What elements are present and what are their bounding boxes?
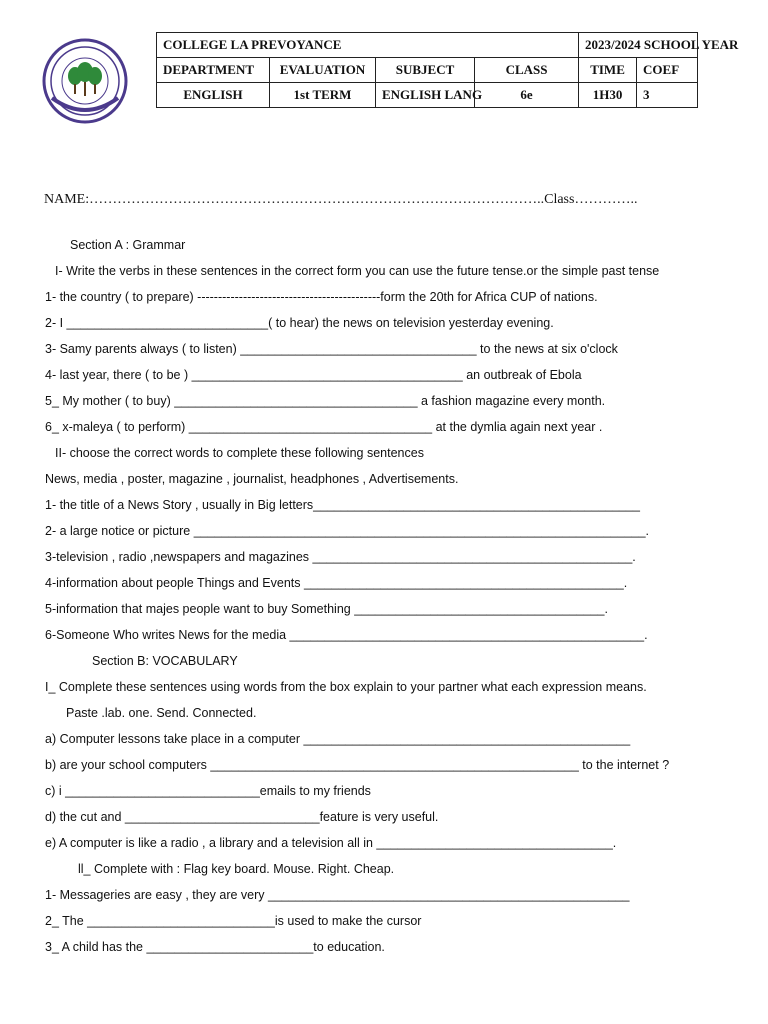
school-crest-logo-icon — [42, 38, 128, 124]
exercise-line: 6-Someone Who writes News for the media ___________________________________________________. — [45, 628, 648, 642]
exercise-4-instruction: ll_ Complete with : Flag key board. Mouse. Right. Cheap. — [78, 862, 395, 876]
exercise-3-instruction: I_ Complete these sentences using words from the box explain to your partner what each expression means. — [45, 680, 647, 694]
exercise-line: a) Computer lessons take place in a computer _______________________________________________ — [45, 732, 631, 746]
exercise-line: 2_ The ___________________________is used to make the cursor — [45, 914, 422, 928]
exercise-line: e) A computer is like a radio , a library and a television all in __________________________________. — [45, 836, 617, 850]
exercise-line: b) are your school computers _____________________________________________________ to the internet ? — [45, 758, 670, 772]
val-subject: ENGLISH LANG — [376, 83, 475, 108]
val-class: 6e — [475, 83, 579, 108]
school-name: COLLEGE LA PREVOYANCE — [157, 33, 579, 58]
exercise-line: 5_ My mother ( to buy) ___________________________________ a fashion magazine every month. — [45, 394, 606, 408]
exercise-line: d) the cut and ____________________________feature is very useful. — [45, 810, 439, 824]
val-evaluation: 1st TERM — [270, 83, 376, 108]
word-box: Paste .lab. one. Send. Connected. — [66, 706, 257, 720]
exam-header-table — [156, 32, 739, 108]
val-coef: 3 — [637, 83, 698, 108]
school-year: 2023/2024 SCHOOL YEAR — [579, 33, 698, 58]
exercise-line: 2- a large notice or picture _________________________________________________________________. — [45, 524, 650, 538]
exercise-line: 5-information that majes people want to buy Something ____________________________________. — [45, 602, 608, 616]
exercise-line: 6_ x-maleya ( to perform) ___________________________________ at the dymlia again next year . — [45, 420, 603, 434]
exercise-1-instruction: I- Write the verbs in these sentences in the correct form you can use the future tense.or the simple past tense — [55, 264, 660, 278]
col-department: DEPARTMENT — [157, 58, 270, 83]
col-subject: SUBJECT — [376, 58, 475, 83]
exercise-line: 2- I _____________________________( to hear) the news on television yesterday evening. — [45, 316, 554, 330]
header-values-row — [157, 83, 698, 108]
exercise-line: c) i ____________________________emails to my friends — [45, 784, 371, 798]
exercise-line: 1- Messageries are easy , they are very ____________________________________________________ — [45, 888, 630, 902]
col-coef: COEF — [637, 58, 698, 83]
exercise-line: 3-television , radio ,newspapers and magazines ______________________________________________. — [45, 550, 636, 564]
section-b-heading: Section B: VOCABULARY — [92, 654, 238, 668]
col-class: CLASS — [475, 58, 579, 83]
exercise-line: 1- the country ( to prepare) --------------------------------------------form the 20th for Africa CUP of nations. — [45, 290, 598, 304]
exercise-line: 3_ A child has the ________________________to education. — [45, 940, 385, 954]
exam-body — [45, 236, 760, 964]
name-class-line: NAME:……………………………………………………………………………………..Class………….. — [44, 192, 638, 207]
val-department: ENGLISH — [157, 83, 270, 108]
section-a-heading: Section A : Grammar — [70, 238, 186, 252]
word-list: News, media , poster, magazine , journalist, headphones , Advertisements. — [45, 472, 459, 486]
exercise-line: 4-information about people Things and Events ______________________________________________. — [45, 576, 628, 590]
exercise-line: 3- Samy parents always ( to listen) __________________________________ to the news at six o'clock — [45, 342, 618, 356]
exercise-line: 4- last year, there ( to be ) _______________________________________ an outbreak of Ebola — [45, 368, 582, 382]
col-evaluation: EVALUATION — [270, 58, 376, 83]
header-columns-row — [157, 58, 698, 83]
col-time: TIME — [579, 58, 637, 83]
exercise-line: 1- the title of a News Story , usually in Big letters_______________________________________________ — [45, 498, 640, 512]
val-time: 1H30 — [579, 83, 637, 108]
exercise-2-instruction: II- choose the correct words to complete these following sentences — [55, 446, 424, 460]
header-title-row — [157, 33, 698, 58]
